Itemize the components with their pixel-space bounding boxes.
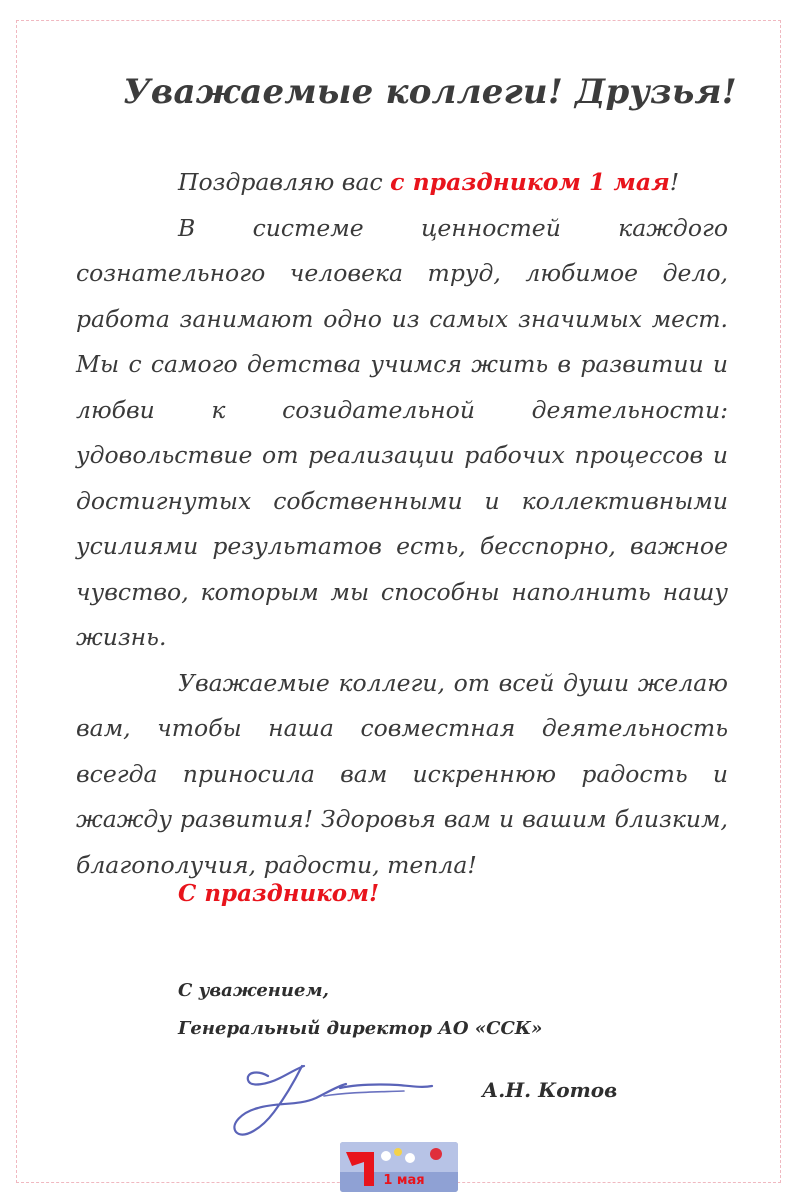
wishes-paragraph: Уважаемые коллеги, от всей души желаю вам, чтобы наша совместная деятельность всегда приносила вам искреннюю радость и жажду развития! Здоровья вам и вашим близким, благополучия, радости, тепла! bbox=[76, 668, 728, 879]
closing-line: С уважением, bbox=[178, 980, 329, 1001]
letter-title: Уважаемые коллеги! Друзья! bbox=[123, 72, 737, 112]
handwritten-signature bbox=[228, 1058, 438, 1148]
signatory-name: А.Н. Котов bbox=[482, 1078, 618, 1102]
greeting-highlight: с праздником 1 мая bbox=[390, 168, 670, 196]
letter-body bbox=[76, 160, 728, 888]
position-line: Генеральный директор АО «ССК» bbox=[178, 1018, 543, 1039]
greeting-paragraph bbox=[76, 160, 728, 206]
may-day-badge bbox=[340, 1142, 458, 1192]
values-paragraph: В системе ценностей каждого сознательного человека труд, любимое дело, работа занимают одно из самых значимых мест. Мы с самого детства учимся жить в развитии и любви к созидательной деятельности: удовольствие от реализации рабочих процессов и достигнутых собственными и коллективными усилиями результатов есть, бесспорно, важное чувство, которым мы способны наполнить нашу жизнь. bbox=[76, 213, 728, 651]
signature-block bbox=[178, 972, 542, 1048]
badge-text: 1 мая bbox=[383, 1173, 425, 1188]
greeting-suffix: ! bbox=[669, 168, 680, 196]
holiday-line: С праздником! bbox=[178, 880, 380, 907]
greeting-prefix: Поздравляю вас bbox=[178, 168, 391, 196]
